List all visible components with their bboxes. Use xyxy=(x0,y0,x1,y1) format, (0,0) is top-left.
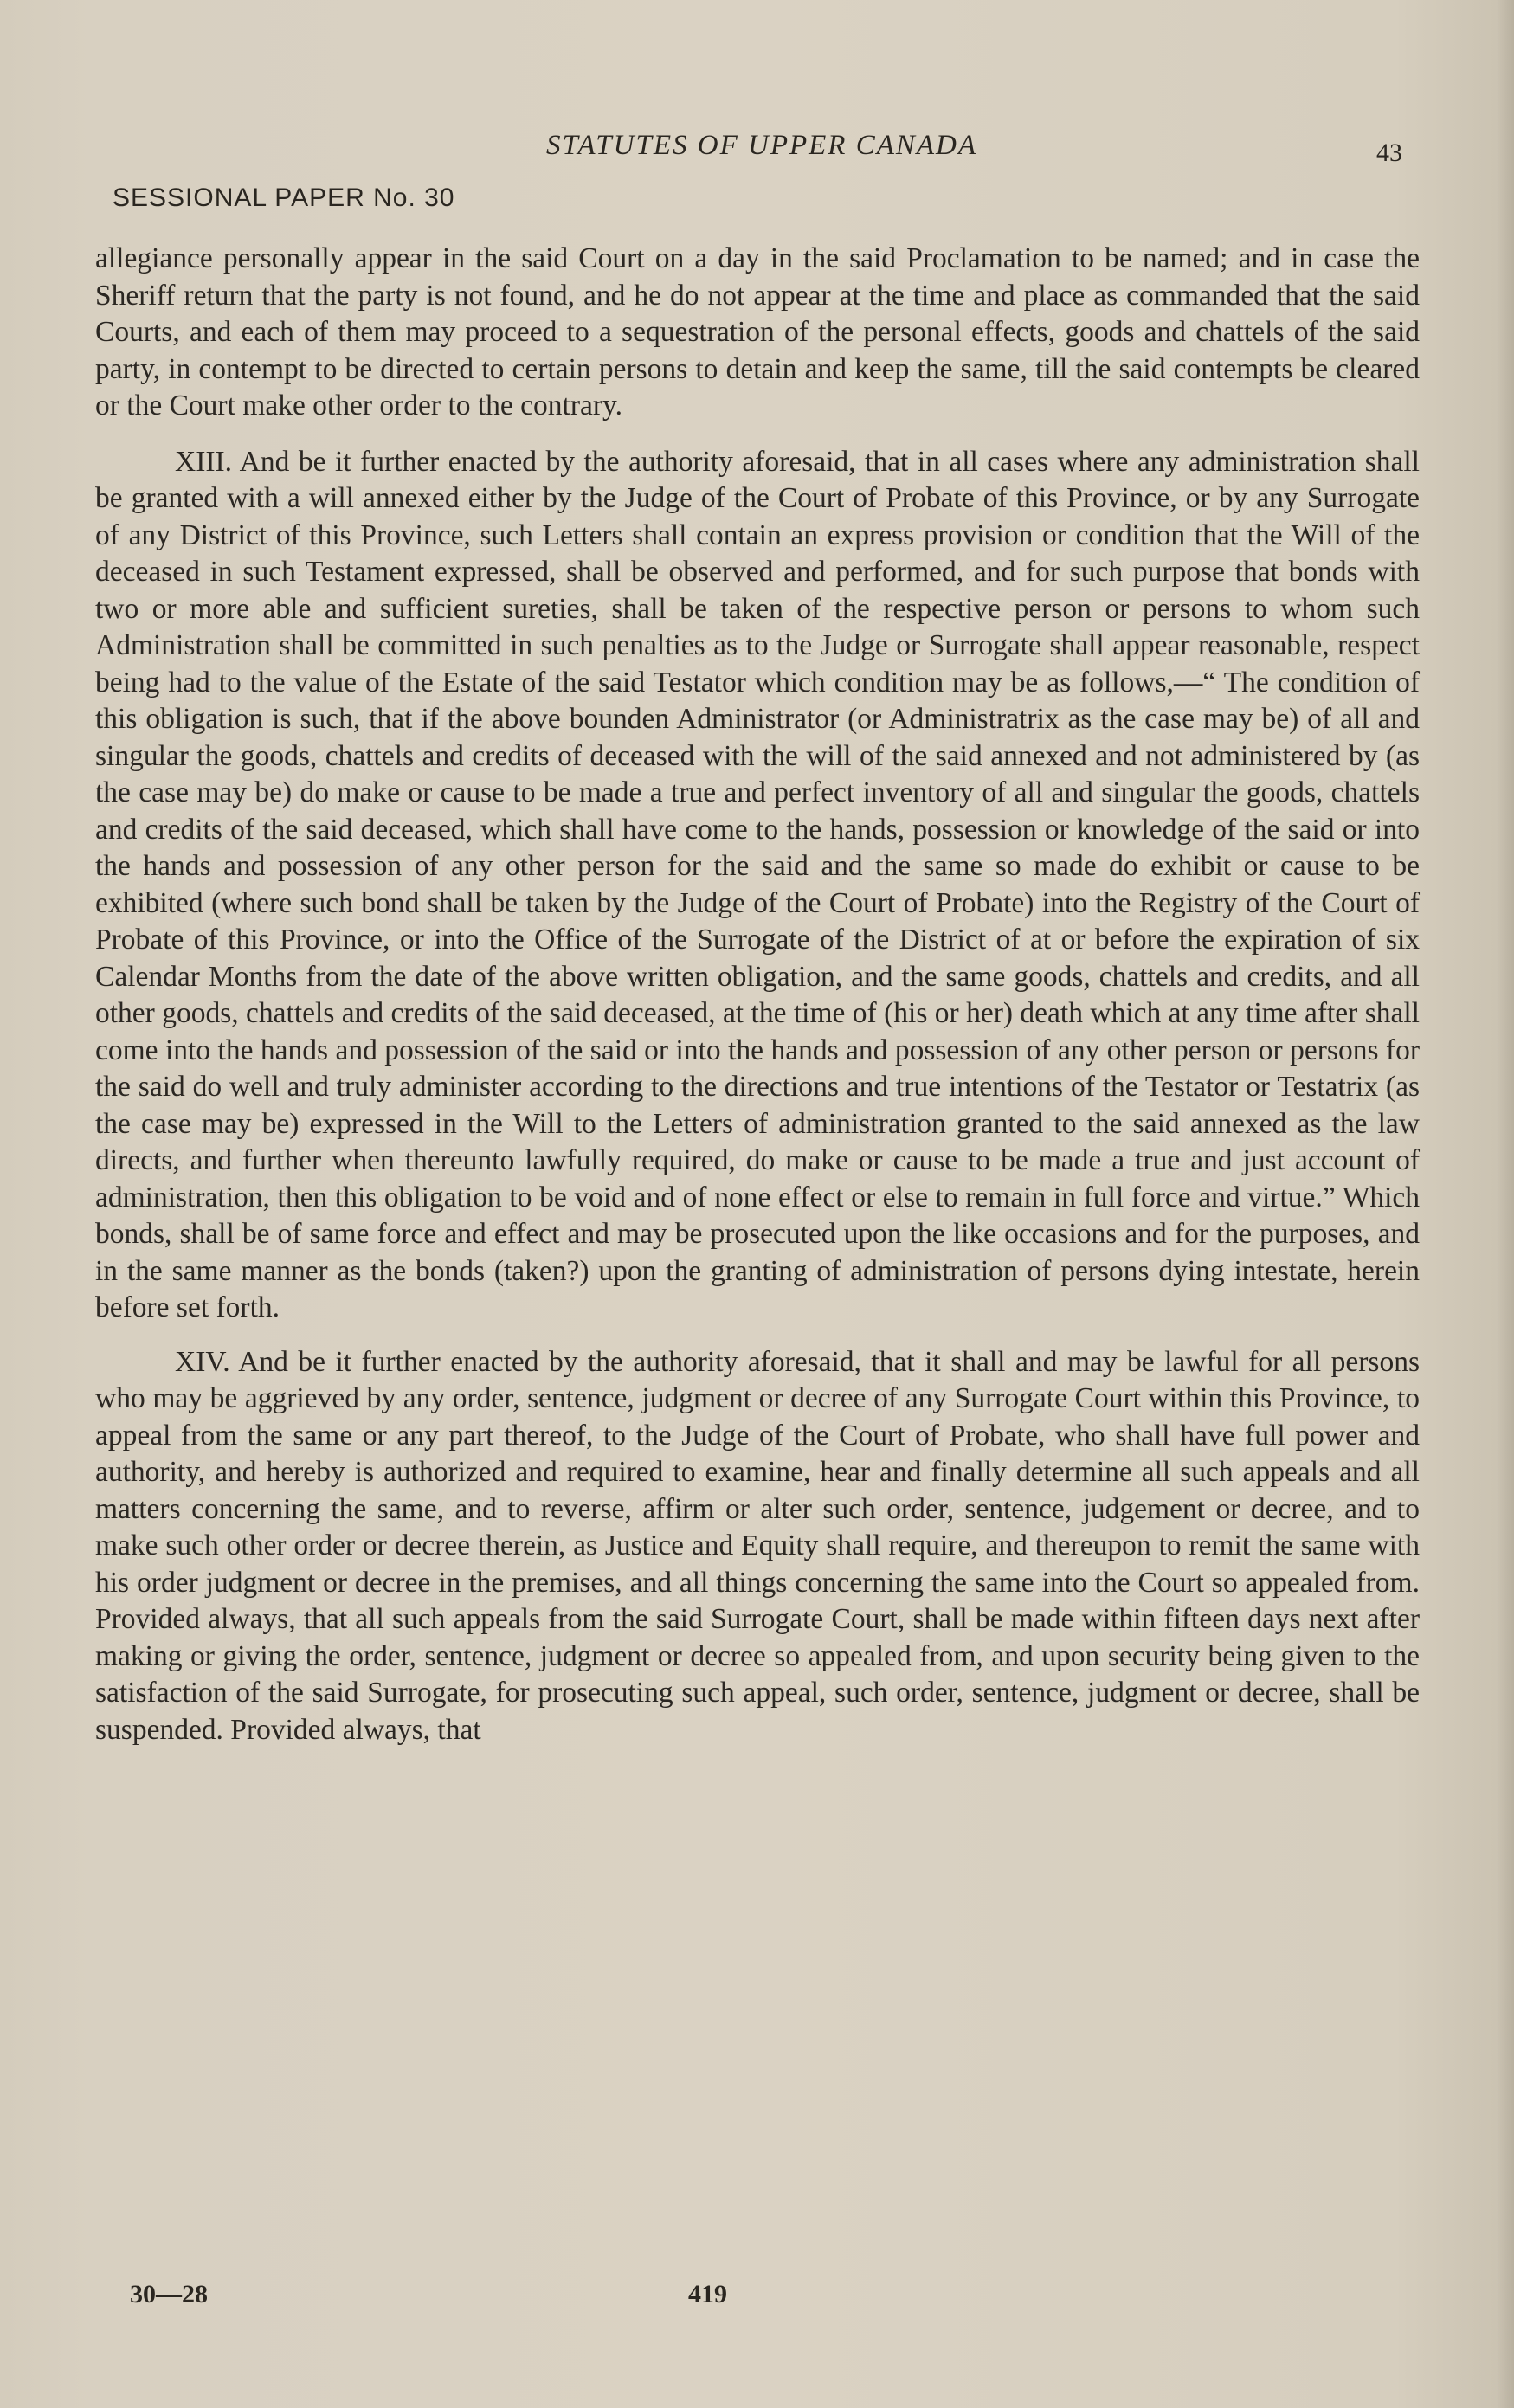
paragraph-continuation: allegiance personally appear in the said Court on a day in the said Proclamation to be named; and in case the Sheriff return that the party is not found, and he do not appear at the time and place as commanded that the said Courts, and each of them may proceed to a sequestration of the personal effects, goods and chattels of the said party, in contempt to be directed to certain persons to detain and keep the same, till the said contempts be cleared or the Court make other order to the contrary. xyxy=(95,242,1420,422)
section-xiii: XIII. And be it further enacted by the authority aforesaid, that in all cases where any administration shall be granted with a will annexed either by the Judge of the Court of Probate of this Province, or by any Surrogate of any District of this Province, such Letters shall contain an express provision or condition that the Will of the deceased in such Testament expressed, shall be observed and performed, and for such purpose that bonds with two or more able and sufficient sureties, shall be taken of the respective person or persons to whom such Administration shall be committed in such penalties as to the Judge or Surrogate shall appear reasonable, respect being had to the value of the Estate of the said Testator which condition may be as follows,—“ The condition of this obligation is such, that if the above bounden Administrator (or Administratrix as the case may be) of all and singular the goods, chattels and credits of deceased with the will of the said annexed and not administered by (as the case may be) do make or cause to be made a true and perfect inventory of all and singular the goods, chattels and credits of the said deceased, which shall have come to the hands, possession or knowledge of the said or into the hands and possession of any other person for the said and the same so made do exhibit or cause to be exhibited (where such bond shall be taken by the Judge of the Court of Probate) into the Registry of the Court of Probate of this Province, or into the Office of the Surrogate of the District of at or before the expiration of six Calendar Months from the date of the above written obligation, and the same goods, chattels and credits, and all other goods, chattels and credits of the said deceased, at the time of (his or her) death which at any time after shall come into the hands and possession of the said or into the hands and possession of any other person or persons for the said do well and truly administer according to the directions and true intentions of the Testator or Testatrix (as the case may be) expressed in the Will to the Letters of administration granted to the said annexed as the law directs, and further when thereunto lawfully required, do make or cause to be made a true and just account of administration, then this obligation to be void and of none effect or else to remain in full force and virtue.” Which bonds, shall be of same force and effect and may be prosecuted upon the like occasions and for the purposes, and in the same manner as the bonds (taken?) upon the granting of administration of persons dying intestate, herein before set forth. xyxy=(95,445,1420,1323)
section-xiv: XIV. And be it further enacted by the authority aforesaid, that it shall and may be lawful for all persons who may be aggrieved by any order, sentence, judgment or decree of any Surrogate Court within this Province, to appeal from the same or any part thereof, to the Judge of the Court of Probate, who shall have full power and authority, and hereby is authorized and required to examine, hear and finally determine all such appeals and all matters concerning the same, and to reverse, affirm or alter such order, sentence, judgement or decree, and to make such other order or decree therein, as Justice and Equity shall require, and thereupon to remit the same with his order judgment or decree in the premises, and all things concerning the same into the Court so appealed from. Provided always, that all such appeals from the said Surrogate Court, shall be made within fifteen days next after making or giving the order, sentence, judgment or decree so appealed from, and upon security being given to the satisfaction of the said Surrogate, for prosecuting such appeal, such order, sentence, judgment or decree, shall be suspended. Provided always, that xyxy=(95,1345,1420,1746)
sessional-paper-label: SESSIONAL PAPER No. 30 xyxy=(113,183,455,212)
running-title: STATUTES OF UPPER CANADA xyxy=(545,130,978,161)
statute-body xyxy=(95,241,1420,1748)
page-number-top: 43 xyxy=(1376,138,1402,167)
sheet-reference: 30—28 xyxy=(130,2280,208,2308)
page-number-bottom: 419 xyxy=(688,2280,727,2308)
page-edge-shadow xyxy=(1497,0,1514,2408)
